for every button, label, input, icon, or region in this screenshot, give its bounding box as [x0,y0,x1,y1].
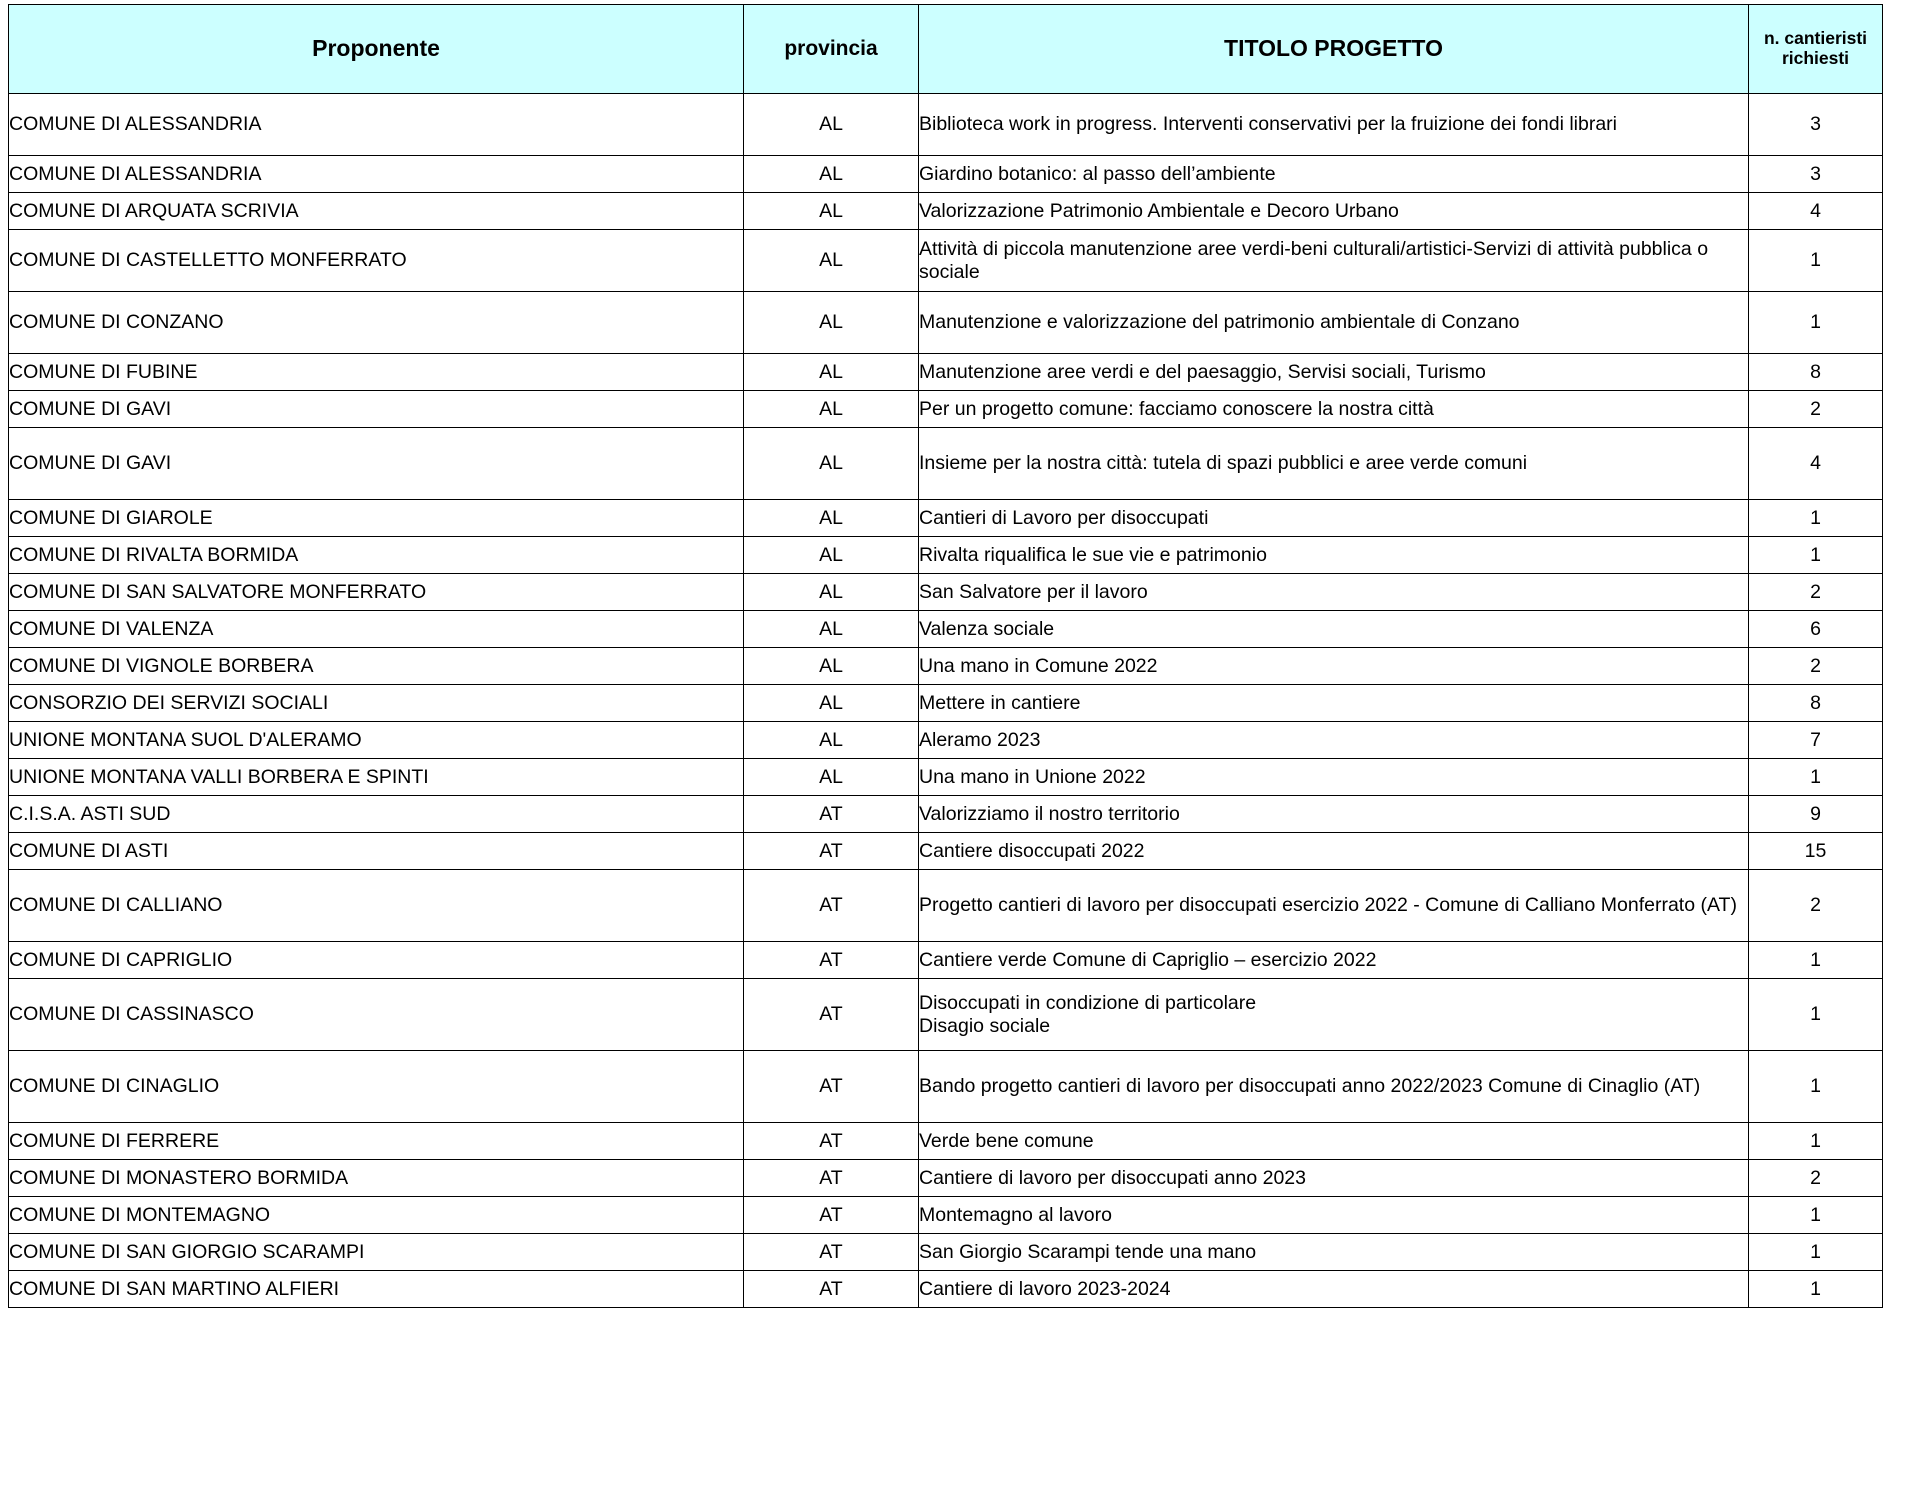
cell-proponente: COMUNE DI SAN MARTINO ALFIERI [9,1271,744,1308]
table-row [9,611,1883,648]
cell-titolo-progetto: Mettere in cantiere [919,685,1749,722]
table-row [9,979,1883,1051]
table-row [9,1271,1883,1308]
cell-provincia: AT [744,1271,919,1308]
cell-proponente: COMUNE DI GIAROLE [9,500,744,537]
cell-provincia: AL [744,230,919,292]
cell-titolo-progetto: Attività di piccola manutenzione aree verdi-beni culturali/artistici-Servizi di attività pubblica o sociale [919,230,1749,292]
cell-provincia: AL [744,391,919,428]
cell-proponente: COMUNE DI MONTEMAGNO [9,1197,744,1234]
cell-cantieristi-richiesti: 1 [1749,537,1883,574]
cell-cantieristi-richiesti: 1 [1749,230,1883,292]
cell-provincia: AT [744,1051,919,1123]
cell-titolo-progetto: Aleramo 2023 [919,722,1749,759]
cell-proponente: COMUNE DI CINAGLIO [9,1051,744,1123]
cell-titolo-progetto: Montemagno al lavoro [919,1197,1749,1234]
cell-titolo-progetto: Biblioteca work in progress. Interventi conservativi per la fruizione dei fondi librari [919,94,1749,156]
cell-proponente: COMUNE DI GAVI [9,391,744,428]
cell-proponente: COMUNE DI VALENZA [9,611,744,648]
cell-proponente: COMUNE DI ALESSANDRIA [9,156,744,193]
cell-proponente: COMUNE DI MONASTERO BORMIDA [9,1160,744,1197]
cell-provincia: AL [744,94,919,156]
projects-table [8,4,1883,1308]
cell-cantieristi-richiesti: 2 [1749,1160,1883,1197]
cell-cantieristi-richiesti: 1 [1749,500,1883,537]
cell-provincia: AL [744,193,919,230]
cell-titolo-progetto: Una mano in Unione 2022 [919,759,1749,796]
cell-provincia: AT [744,942,919,979]
cell-titolo-progetto: Giardino botanico: al passo dell’ambiente [919,156,1749,193]
cell-provincia: AL [744,611,919,648]
cell-titolo-progetto: Bando progetto cantieri di lavoro per disoccupati anno 2022/2023 Comune di Cinaglio (AT) [919,1051,1749,1123]
cell-provincia: AL [744,500,919,537]
table-row [9,500,1883,537]
cell-provincia: AL [744,574,919,611]
table-row [9,1160,1883,1197]
cell-provincia: AL [744,292,919,354]
cell-provincia: AT [744,796,919,833]
table-row [9,722,1883,759]
column-header-titolo-progetto: TITOLO PROGETTO [919,5,1749,94]
cell-cantieristi-richiesti: 1 [1749,759,1883,796]
cell-cantieristi-richiesti: 1 [1749,1197,1883,1234]
cell-provincia: AL [744,685,919,722]
cell-cantieristi-richiesti: 1 [1749,292,1883,354]
cell-proponente: COMUNE DI CASSINASCO [9,979,744,1051]
cell-titolo-progetto: San Salvatore per il lavoro [919,574,1749,611]
table-row [9,942,1883,979]
cell-provincia: AT [744,833,919,870]
cell-titolo-progetto: Manutenzione e valorizzazione del patrimonio ambientale di Conzano [919,292,1749,354]
cell-provincia: AL [744,156,919,193]
cell-provincia: AT [744,1234,919,1271]
cell-cantieristi-richiesti: 7 [1749,722,1883,759]
cell-proponente: COMUNE DI GAVI [9,428,744,500]
cell-cantieristi-richiesti: 2 [1749,574,1883,611]
table-row [9,537,1883,574]
table-row [9,156,1883,193]
cell-proponente: COMUNE DI SAN GIORGIO SCARAMPI [9,1234,744,1271]
cell-cantieristi-richiesti: 6 [1749,611,1883,648]
cell-proponente: COMUNE DI ALESSANDRIA [9,94,744,156]
cell-proponente: COMUNE DI FUBINE [9,354,744,391]
cell-titolo-progetto: Insieme per la nostra città: tutela di spazi pubblici e aree verde comuni [919,428,1749,500]
table-row [9,230,1883,292]
cell-titolo-progetto: San Giorgio Scarampi tende una mano [919,1234,1749,1271]
cell-provincia: AT [744,1123,919,1160]
cell-proponente: COMUNE DI CALLIANO [9,870,744,942]
table-row [9,685,1883,722]
cell-cantieristi-richiesti: 1 [1749,1234,1883,1271]
table-row [9,1051,1883,1123]
cell-cantieristi-richiesti: 8 [1749,354,1883,391]
cell-provincia: AL [744,759,919,796]
table-row [9,833,1883,870]
cell-cantieristi-richiesti: 4 [1749,428,1883,500]
column-header-proponente: Proponente [9,5,744,94]
cell-provincia: AT [744,870,919,942]
cell-proponente: COMUNE DI ASTI [9,833,744,870]
cell-proponente: COMUNE DI ARQUATA SCRIVIA [9,193,744,230]
cell-titolo-progetto: Verde bene comune [919,1123,1749,1160]
cell-titolo-progetto: Rivalta riqualifica le sue vie e patrimonio [919,537,1749,574]
cell-cantieristi-richiesti: 4 [1749,193,1883,230]
table-body [9,94,1883,1308]
cell-cantieristi-richiesti: 2 [1749,648,1883,685]
cell-cantieristi-richiesti: 2 [1749,391,1883,428]
cell-cantieristi-richiesti: 8 [1749,685,1883,722]
cell-cantieristi-richiesti: 1 [1749,1123,1883,1160]
table-row [9,391,1883,428]
table-header [9,5,1883,94]
cell-titolo-progetto: Progetto cantieri di lavoro per disoccupati esercizio 2022 - Comune di Calliano Monferrato (AT) [919,870,1749,942]
table-row [9,759,1883,796]
cell-cantieristi-richiesti: 1 [1749,979,1883,1051]
cell-proponente: COMUNE DI VIGNOLE BORBERA [9,648,744,685]
cell-cantieristi-richiesti: 15 [1749,833,1883,870]
cell-titolo-progetto: Manutenzione aree verdi e del paesaggio, Servisi sociali, Turismo [919,354,1749,391]
cell-titolo-progetto: Valorizzazione Patrimonio Ambientale e Decoro Urbano [919,193,1749,230]
cell-provincia: AT [744,1160,919,1197]
table-row [9,193,1883,230]
cell-titolo-progetto: Cantiere verde Comune di Capriglio – esercizio 2022 [919,942,1749,979]
table-row [9,1234,1883,1271]
cell-proponente: COMUNE DI CASTELLETTO MONFERRATO [9,230,744,292]
cell-provincia: AL [744,537,919,574]
table-row [9,354,1883,391]
cell-titolo-progetto: Una mano in Comune 2022 [919,648,1749,685]
cell-provincia: AT [744,979,919,1051]
cell-provincia: AL [744,722,919,759]
cell-cantieristi-richiesti: 1 [1749,942,1883,979]
column-header-provincia: provincia [744,5,919,94]
cell-cantieristi-richiesti: 3 [1749,94,1883,156]
table-row [9,292,1883,354]
column-header-cantieristi-richiesti: n. cantieristi richiesti [1749,5,1883,94]
cell-titolo-progetto: Per un progetto comune: facciamo conoscere la nostra città [919,391,1749,428]
header-row [9,5,1883,94]
cell-proponente: COMUNE DI CAPRIGLIO [9,942,744,979]
cell-proponente: COMUNE DI CONZANO [9,292,744,354]
cell-proponente: COMUNE DI RIVALTA BORMIDA [9,537,744,574]
cell-provincia: AL [744,648,919,685]
table-row [9,796,1883,833]
cell-proponente: C.I.S.A. ASTI SUD [9,796,744,833]
cell-titolo-progetto: Cantieri di Lavoro per disoccupati [919,500,1749,537]
cell-cantieristi-richiesti: 9 [1749,796,1883,833]
cell-proponente: UNIONE MONTANA VALLI BORBERA E SPINTI [9,759,744,796]
table-row [9,574,1883,611]
cell-titolo-progetto: Valorizziamo il nostro territorio [919,796,1749,833]
cell-proponente: COMUNE DI SAN SALVATORE MONFERRATO [9,574,744,611]
cell-proponente: COMUNE DI FERRERE [9,1123,744,1160]
cell-proponente: CONSORZIO DEI SERVIZI SOCIALI [9,685,744,722]
table-row [9,1197,1883,1234]
cell-titolo-progetto: Disoccupati in condizione di particolare Disagio sociale [919,979,1749,1051]
cell-provincia: AT [744,1197,919,1234]
table-row [9,428,1883,500]
cell-proponente: UNIONE MONTANA SUOL D'ALERAMO [9,722,744,759]
cell-titolo-progetto: Valenza sociale [919,611,1749,648]
cell-titolo-progetto: Cantiere di lavoro per disoccupati anno 2023 [919,1160,1749,1197]
table-row [9,1123,1883,1160]
cell-cantieristi-richiesti: 3 [1749,156,1883,193]
table-row [9,94,1883,156]
cell-titolo-progetto: Cantiere di lavoro 2023-2024 [919,1271,1749,1308]
cell-provincia: AL [744,354,919,391]
cell-titolo-progetto: Cantiere disoccupati 2022 [919,833,1749,870]
cell-cantieristi-richiesti: 1 [1749,1271,1883,1308]
table-row [9,648,1883,685]
cell-cantieristi-richiesti: 1 [1749,1051,1883,1123]
cell-provincia: AL [744,428,919,500]
table-row [9,870,1883,942]
cell-cantieristi-richiesti: 2 [1749,870,1883,942]
